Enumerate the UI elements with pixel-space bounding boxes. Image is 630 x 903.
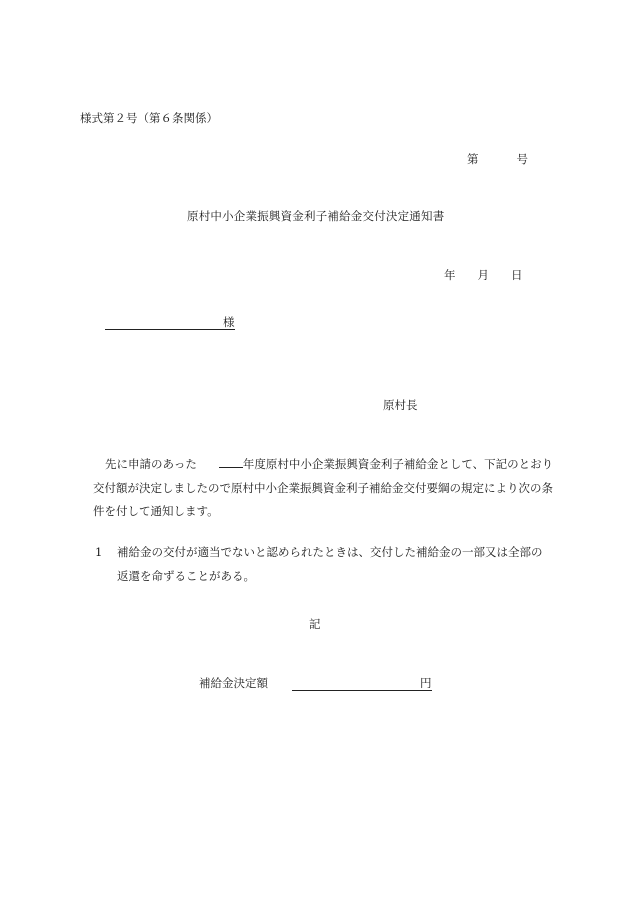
ki-heading: 記 xyxy=(309,617,321,631)
issue-date xyxy=(444,267,523,283)
notice-body-part1: 先に申請のあった xyxy=(105,457,197,471)
notice-body-part2: 年度原村中小企業振興資金利子補給金として、下記のとおり交付額が決定しましたので原村中小企業振興資金利子補給金交付要綱の規定により次の条件を付して通知します。 xyxy=(93,457,554,518)
addressee-blank-line xyxy=(105,317,223,330)
notice-body xyxy=(93,453,563,524)
condition-item xyxy=(95,540,565,588)
addressee-honorific: 様 xyxy=(223,315,235,329)
document-number xyxy=(467,151,528,167)
document-number-prefix: 第 xyxy=(467,152,479,166)
fiscal-year-blank-line xyxy=(219,455,243,468)
condition-line1: 補給金の交付が適当でないと認められたときは、交付した補給金の一部又は全部の xyxy=(117,545,543,559)
condition-line2: 返還を命ずることがある。 xyxy=(117,569,255,583)
document-title: 原村中小企業振興資金利子補給金交付決定通知書 xyxy=(187,209,445,223)
form-number: 様式第２号（第６条関係） xyxy=(80,111,218,125)
document-number-suffix: 号 xyxy=(516,152,528,166)
subsidy-amount-blank-line xyxy=(292,678,420,691)
addressee xyxy=(105,314,235,330)
issuer-name: 原村長 xyxy=(383,398,418,412)
date-day: 日 xyxy=(511,268,523,282)
subsidy-amount xyxy=(199,675,432,691)
date-year: 年 xyxy=(444,268,456,282)
condition-number: 1 xyxy=(95,545,103,559)
date-month: 月 xyxy=(477,268,489,282)
subsidy-amount-unit: 円 xyxy=(420,676,432,690)
subsidy-amount-label: 補給金決定額 xyxy=(199,676,268,690)
